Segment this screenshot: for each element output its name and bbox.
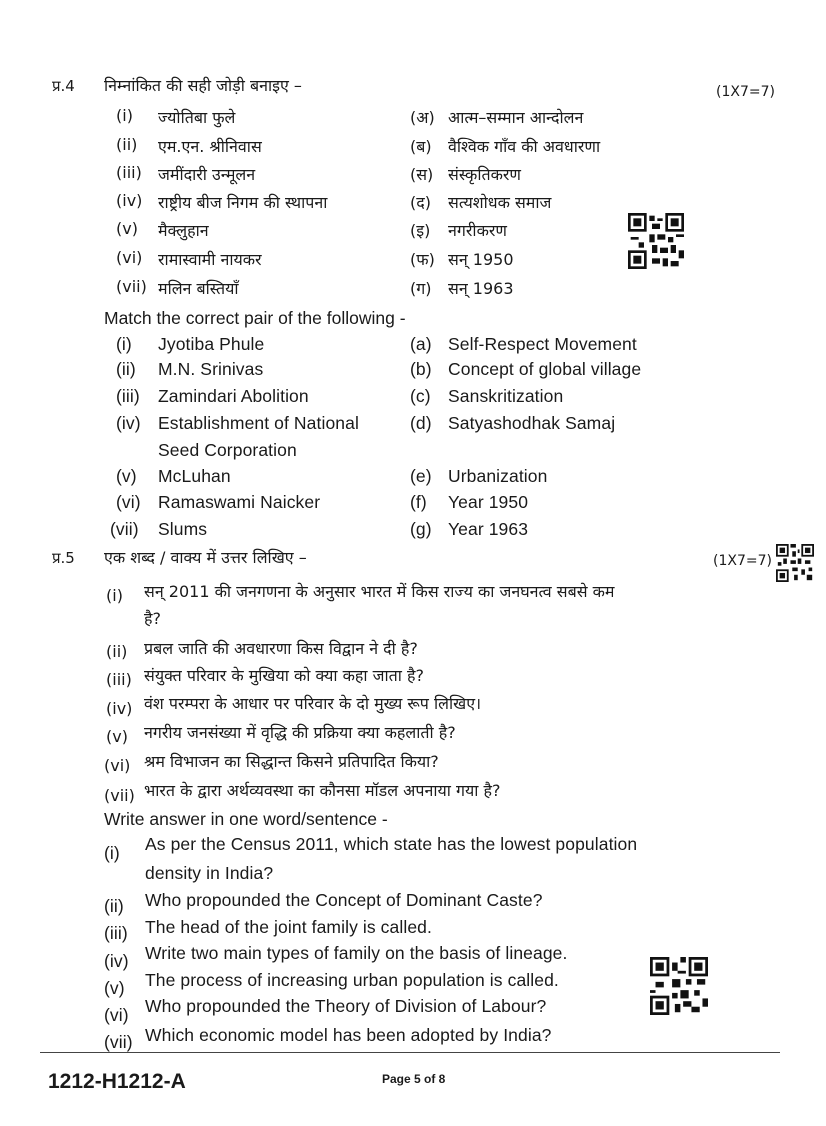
pair-left-continued: Seed Corporation xyxy=(158,440,297,460)
pair-left: मैक्लुहान xyxy=(158,221,209,240)
q5-english-item-text: Who propounded the Concept of Dominant Caste? xyxy=(145,890,543,910)
q5-english-item-number: (vii) xyxy=(104,1032,133,1052)
pair-letter: (ग) xyxy=(410,279,432,298)
q4-english-pair xyxy=(0,492,826,520)
pair-left: जमींदारी उन्मूलन xyxy=(158,165,256,184)
pair-num: (ii) xyxy=(116,135,138,154)
q4-title-english: Match the correct pair of the following - xyxy=(104,308,406,328)
pair-num: (vii) xyxy=(116,277,147,296)
pair-letter: (g) xyxy=(410,519,432,539)
qr-code-icon xyxy=(776,544,814,582)
pair-right: वैश्विक गाँव की अवधारणा xyxy=(448,137,601,156)
q5-english-item-text: Which economic model has been adopted by India? xyxy=(145,1025,552,1045)
pair-letter: (c) xyxy=(410,386,431,406)
q5-hindi-item-text: श्रम विभाजन का सिद्धान्त किसने प्रतिपादित किया? xyxy=(144,752,439,771)
pair-left: Jyotiba Phule xyxy=(158,334,265,354)
q4-hindi-pair xyxy=(0,135,826,163)
pair-num: (i) xyxy=(116,334,132,354)
pair-left: ज्योतिबा फुले xyxy=(158,108,236,127)
pair-right: नगरीकरण xyxy=(448,221,507,240)
pair-num: (iv) xyxy=(116,191,143,210)
pair-num: (ii) xyxy=(116,359,136,379)
q5-english-item-number: (vi) xyxy=(104,1005,129,1025)
pair-num: (v) xyxy=(116,219,138,238)
paper-code: 1212-H1212-A xyxy=(48,1070,186,1093)
pair-left: M.N. Srinivas xyxy=(158,359,264,379)
q4-english-pair xyxy=(0,413,826,465)
pair-right: सन् 1950 xyxy=(448,250,514,269)
q5-hindi-item-number: (v) xyxy=(106,727,128,746)
pair-letter: (d) xyxy=(410,413,432,433)
pair-right: आत्म–सम्मान आन्दोलन xyxy=(448,108,584,127)
q4-marks: (1X7=7) xyxy=(716,84,775,100)
pair-left: मलिन बस्तियाँ xyxy=(158,279,239,298)
q5-hindi-item-text: प्रबल जाति की अवधारणा किस विद्वान ने दी है? xyxy=(144,639,418,658)
q5-hindi-item-number: (iii) xyxy=(106,670,132,689)
pair-num: (i) xyxy=(116,106,133,125)
q5-english-item-number: (iv) xyxy=(104,951,129,971)
q5-english-item-text: As per the Census 2011, which state has the lowest population xyxy=(145,834,638,854)
pair-letter: (अ) xyxy=(410,108,435,127)
pair-num: (v) xyxy=(116,466,137,486)
qr-code-icon xyxy=(650,957,708,1015)
q5-hindi-item-number: (ii) xyxy=(106,642,128,661)
pair-right: सन् 1963 xyxy=(448,279,514,298)
q4-english-pair xyxy=(0,466,826,494)
q4-hindi-pair xyxy=(0,219,826,247)
q5-english-item-number: (ii) xyxy=(104,896,124,916)
q5-english-item-text-continued: density in India? xyxy=(145,863,274,883)
q5-english-item-text: The process of increasing urban population is called. xyxy=(145,970,559,990)
pair-num: (iii) xyxy=(116,163,142,182)
pair-num: (vi) xyxy=(116,248,143,267)
pair-right: Sanskritization xyxy=(448,386,564,406)
pair-left: McLuhan xyxy=(158,466,231,486)
q5-hindi-item-text: संयुक्त परिवार के मुखिया को क्या कहा जाता है? xyxy=(144,666,424,685)
q5-english-item-number: (iii) xyxy=(104,923,128,943)
qr-code-icon xyxy=(628,213,684,269)
q4-hindi-pair xyxy=(0,191,826,219)
q5-marks: (1X7=7) xyxy=(713,553,772,569)
q4-hindi-pair xyxy=(0,248,826,276)
q5-english-item-text: Who propounded the Theory of Division of Labour? xyxy=(145,996,547,1016)
footer-divider xyxy=(40,1052,780,1053)
pair-right: Urbanization xyxy=(448,466,548,486)
pair-right: संस्कृतिकरण xyxy=(448,165,521,184)
pair-letter: (ब) xyxy=(410,137,432,156)
q4-number: प्र.4 xyxy=(52,77,75,95)
pair-letter: (फ) xyxy=(410,250,435,269)
pair-left: Slums xyxy=(158,519,208,539)
pair-right: सत्यशोधक समाज xyxy=(448,193,552,212)
pair-num: (vi) xyxy=(116,492,141,512)
q4-title-hindi: निम्नांकित की सही जोड़ी बनाइए – xyxy=(104,76,302,95)
q5-hindi-item-text: नगरीय जनसंख्या में वृद्धि की प्रक्रिया क्या कहलाती है? xyxy=(144,723,456,742)
pair-right: Year 1950 xyxy=(448,492,529,512)
pair-letter: (a) xyxy=(410,334,432,354)
pair-right: Satyashodhak Samaj xyxy=(448,413,616,433)
q5-title-english: Write answer in one word/sentence - xyxy=(104,809,388,829)
pair-left: एम.एन. श्रीनिवास xyxy=(158,137,262,156)
pair-right: Concept of global village xyxy=(448,359,642,379)
q4-hindi-pair xyxy=(0,163,826,191)
q4-english-pair xyxy=(0,334,826,362)
pair-letter: (f) xyxy=(410,492,427,512)
pair-letter: (b) xyxy=(410,359,432,379)
q5-english-item-number: (i) xyxy=(104,843,120,863)
pair-left: रामास्वामी नायकर xyxy=(158,250,262,269)
page-number: Page 5 of 8 xyxy=(382,1072,446,1086)
q5-english-item-text: Write two main types of family on the basis of lineage. xyxy=(145,943,568,963)
pair-right: Self-Respect Movement xyxy=(448,334,637,354)
pair-left: Ramaswami Naicker xyxy=(158,492,321,512)
pair-left: Zamindari Abolition xyxy=(158,386,309,406)
q5-hindi-item-text: वंश परम्परा के आधार पर परिवार के दो मुख्य रूप लिखिए। xyxy=(144,694,482,713)
q5-english-item-number: (v) xyxy=(104,978,125,998)
q5-title-hindi: एक शब्द / वाक्य में उत्तर लिखिए – xyxy=(104,548,307,567)
q5-hindi-item-number: (i) xyxy=(106,586,123,605)
q5-hindi-item-text: भारत के द्वारा अर्थव्यवस्था का कौनसा मॉडल अपनाया गया है? xyxy=(144,781,501,800)
q5-hindi-item-number: (vi) xyxy=(104,756,131,775)
pair-num: (vii) xyxy=(110,519,139,539)
q5-hindi-item-number: (vii) xyxy=(104,786,135,805)
pair-num: (iii) xyxy=(116,386,140,406)
pair-letter: (इ) xyxy=(410,221,431,240)
pair-letter: (स) xyxy=(410,165,434,184)
pair-num: (iv) xyxy=(116,413,141,433)
q4-hindi-pair xyxy=(0,106,826,134)
q4-hindi-pair xyxy=(0,277,826,305)
pair-letter: (e) xyxy=(410,466,432,486)
pair-left: राष्ट्रीय बीज निगम की स्थापना xyxy=(158,193,328,212)
q5-hindi-item-text-continued: है? xyxy=(144,609,161,628)
q4-english-pair xyxy=(0,359,826,387)
q4-english-pair xyxy=(0,519,826,547)
pair-letter: (द) xyxy=(410,193,431,212)
q5-hindi-item-number: (iv) xyxy=(106,699,133,718)
q4-english-pair xyxy=(0,386,826,414)
q5-english-item-text: The head of the joint family is called. xyxy=(145,917,432,937)
q5-hindi-item-text: सन् 2011 की जनगणना के अनुसार भारत में किस राज्य का जनघनत्व सबसे कम xyxy=(144,582,615,601)
pair-left: Establishment of National xyxy=(158,413,359,433)
q5-number: प्र.5 xyxy=(52,549,75,567)
pair-right: Year 1963 xyxy=(448,519,529,539)
